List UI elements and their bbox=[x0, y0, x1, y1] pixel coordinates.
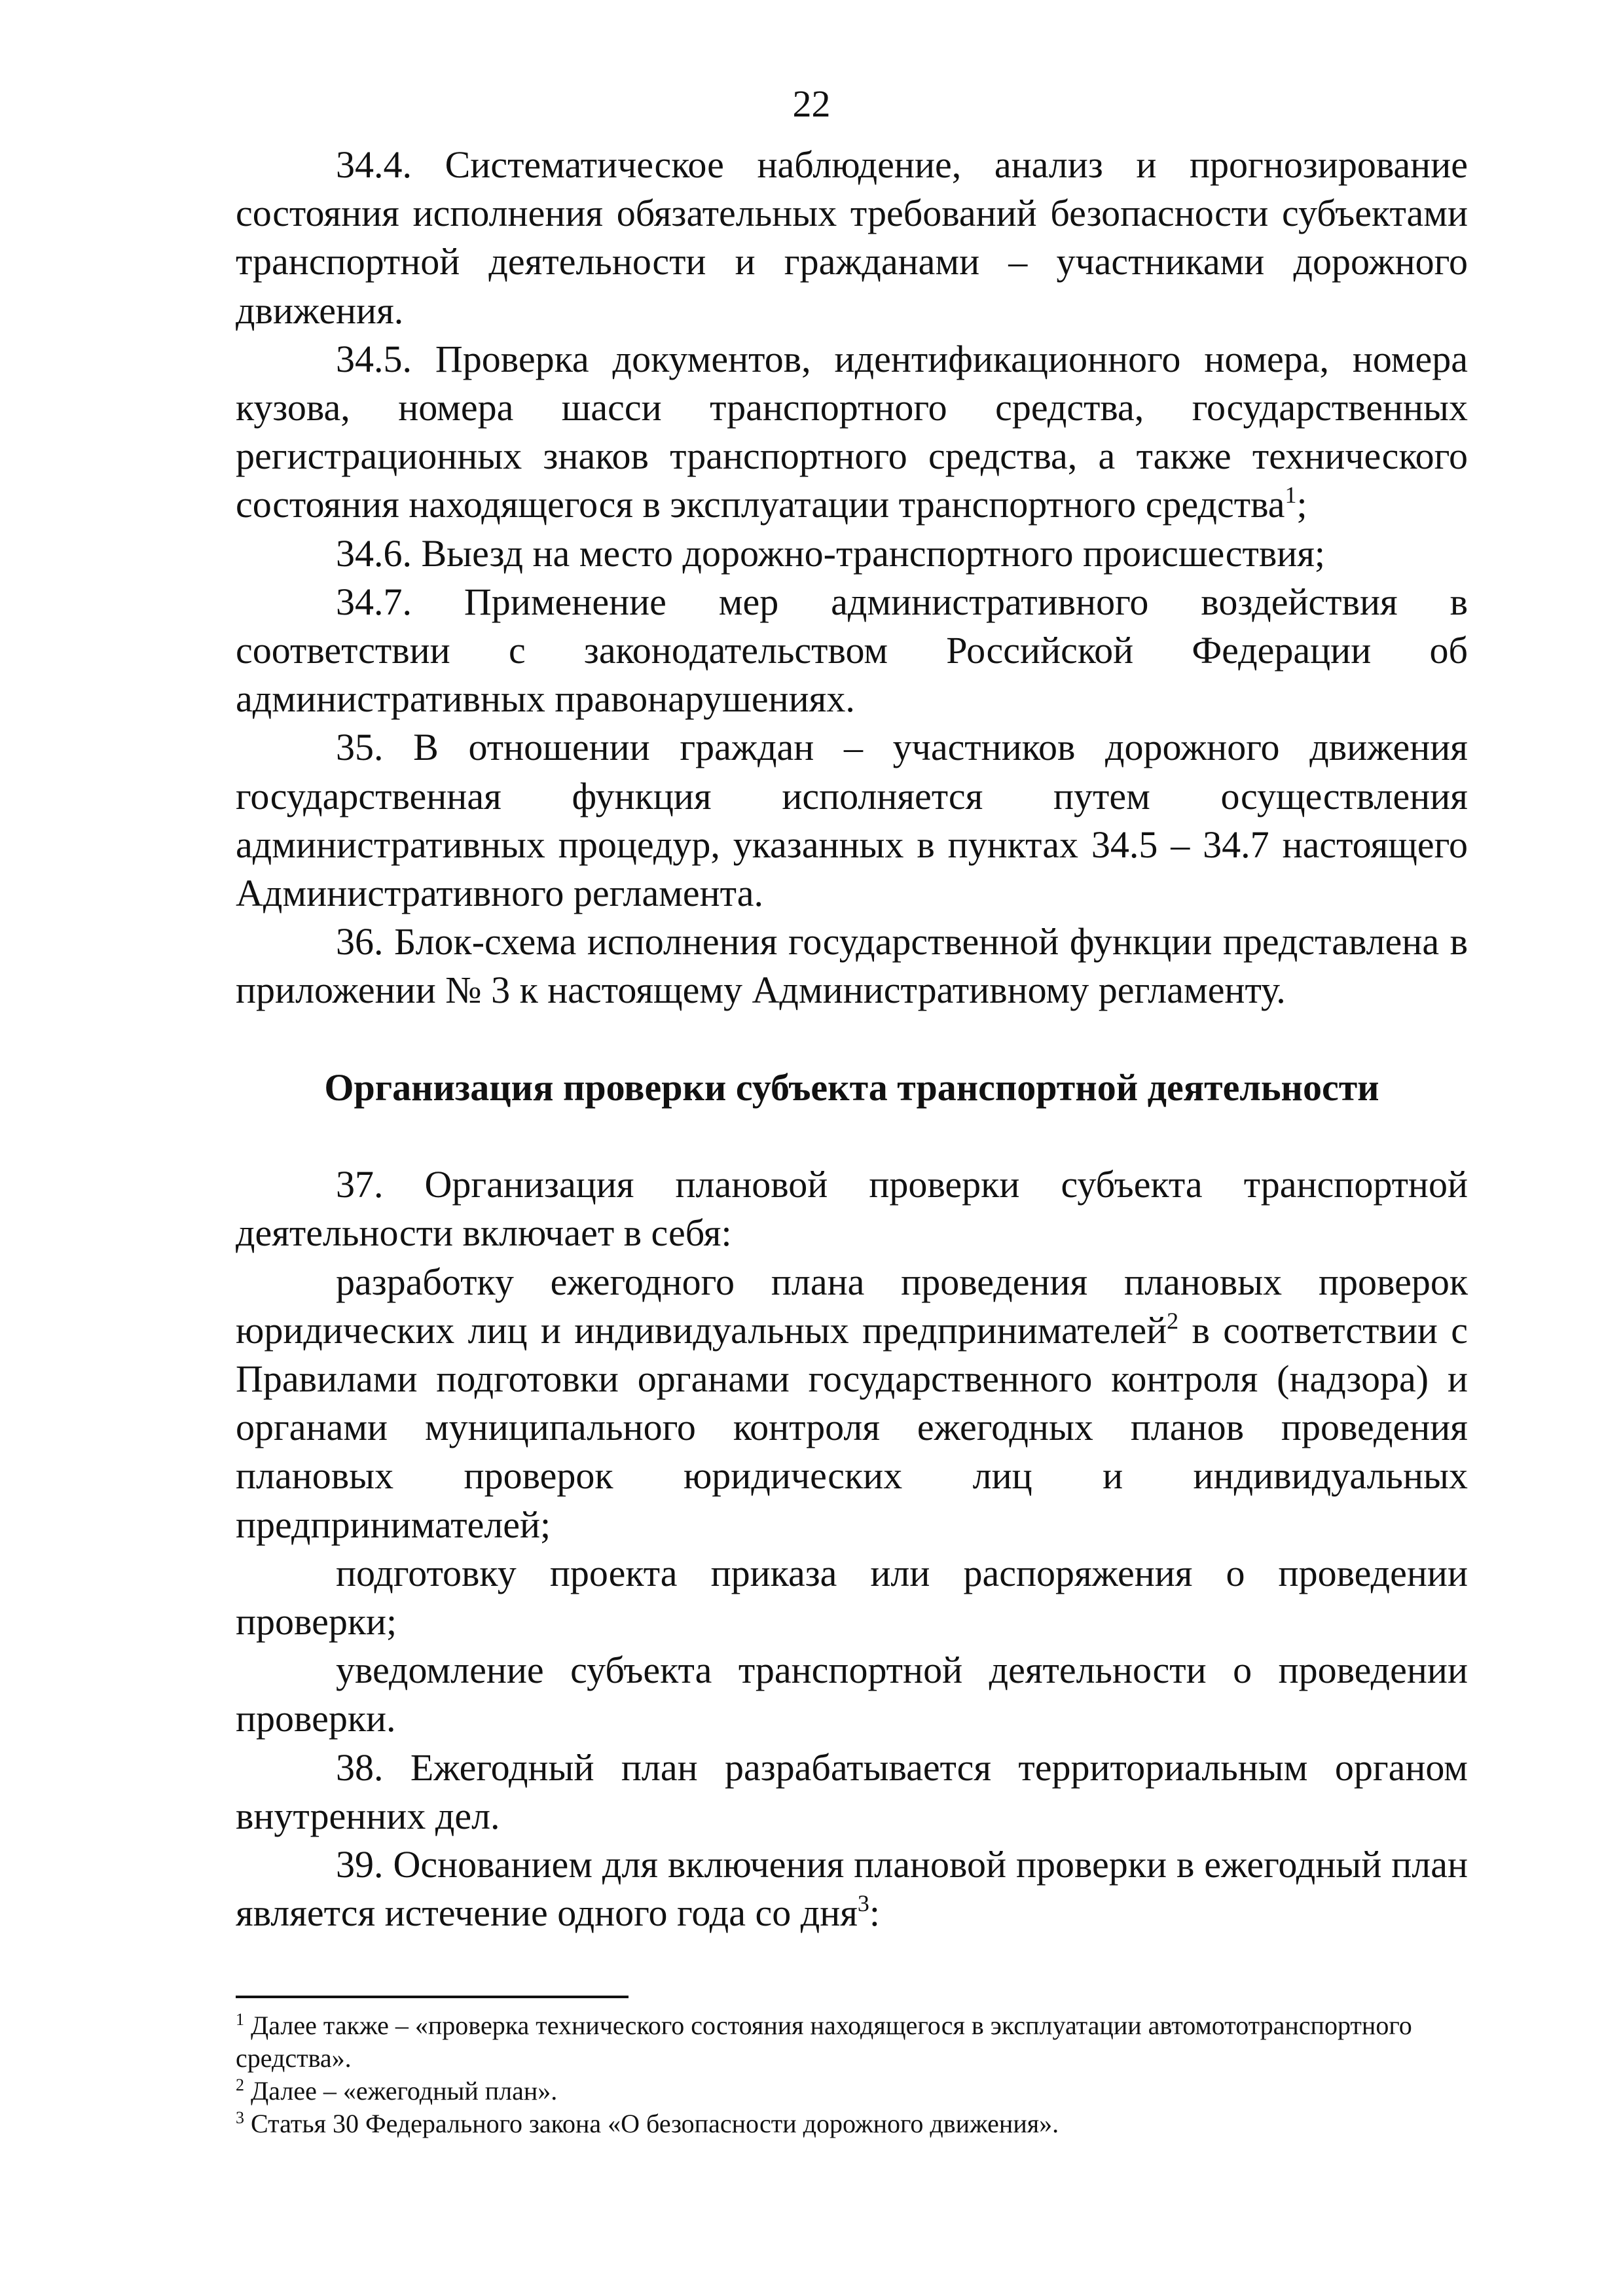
footnote-1 bbox=[236, 2009, 1467, 2075]
paragraph-text: 39. Основанием для включения плановой проверки в ежегодный план является истечение одного года со дня bbox=[236, 1843, 1468, 1935]
paragraph-37: 37. Организация плановой проверки субъекта транспортной деятельности включает в себя: bbox=[236, 1163, 1468, 1255]
section-heading: Организация проверки субъекта транспортной деятельности bbox=[324, 1066, 1379, 1109]
document-body bbox=[236, 141, 1468, 1937]
footnote-text: Далее также – «проверка технического состояния находящегося в эксплуатации автомототранспортного средства». bbox=[236, 2011, 1412, 2073]
paragraph-34-5 bbox=[236, 335, 1468, 529]
paragraph-34-6: 34.6. Выезд на место дорожно-транспортного происшествия; bbox=[336, 531, 1326, 575]
footnote-ref[interactable]: 1 bbox=[1285, 482, 1297, 509]
paragraph-text: в соответствии с Правилами подготовки органами государственного контроля (надзора) и органами муниципального контроля ежегодных планов проведения плановых проверок юридических лиц и индивидуальных предпринимателей; bbox=[236, 1308, 1468, 1546]
paragraph-36: 36. Блок-схема исполнения государственной функции представлена в приложении № 3 к настоящему Административному регламенту. bbox=[236, 920, 1468, 1012]
paragraph-text: 34.5. Проверка документов, идентификационного номера, номера кузова, номера шасси транспортного средства, государственных регистрационных знаков транспортного средства, а также технического состояния находящегося в эксплуатации транспортного средства bbox=[236, 337, 1468, 526]
footnote-2 bbox=[236, 2075, 1467, 2108]
paragraph-39 bbox=[236, 1840, 1468, 1937]
footnote-ref[interactable]: 2 bbox=[1167, 1307, 1179, 1334]
paragraph-35: 35. В отношении граждан – участников дорожного движения государственная функция исполняется путем осуществления административных процедур, указанных в пунктах 34.5 – 34.7 настоящего Административного регламента. bbox=[236, 726, 1468, 915]
paragraph-plan-development bbox=[236, 1258, 1468, 1549]
page-number: 22 bbox=[792, 82, 831, 125]
footnote-mark: 2 bbox=[236, 2075, 244, 2094]
footnote-mark: 3 bbox=[236, 2108, 244, 2127]
footnote-separator bbox=[236, 1996, 629, 1998]
paragraph-38: 38. Ежегодный план разрабатывается территориальным органом внутренних дел. bbox=[236, 1746, 1468, 1837]
footnote-text: Статья 30 Федерального закона «О безопасности дорожного движения». bbox=[244, 2109, 1059, 2138]
paragraph-text: : bbox=[869, 1892, 881, 1935]
paragraph-text: разработку ежегодного плана проведения плановых проверок юридических лиц и индивидуальных предпринимателей bbox=[236, 1260, 1468, 1352]
paragraph-34-7: 34.7. Применение мер административного воздействия в соответствии с законодательством Российской Федерации об административных правонарушениях. bbox=[236, 580, 1468, 721]
paragraph-notification: уведомление субъекта транспортной деятельности о проведении проверки. bbox=[236, 1649, 1468, 1740]
footnote-3 bbox=[236, 2108, 1467, 2140]
footnote-ref[interactable]: 3 bbox=[857, 1890, 869, 1917]
paragraph-order-preparation: подготовку проекта приказа или распоряжения о проведении проверки; bbox=[236, 1551, 1468, 1643]
paragraph-text: ; bbox=[1296, 483, 1307, 526]
footnote-text: Далее – «ежегодный план». bbox=[244, 2076, 558, 2106]
footnote-mark: 1 bbox=[236, 2010, 244, 2029]
footnotes bbox=[236, 2009, 1467, 2140]
paragraph-34-4: 34.4. Систематическое наблюдение, анализ и прогнозирование состояния исполнения обязательных требований безопасности субъектами транспортной деятельности и гражданами – участниками дорожного движения. bbox=[236, 143, 1468, 332]
